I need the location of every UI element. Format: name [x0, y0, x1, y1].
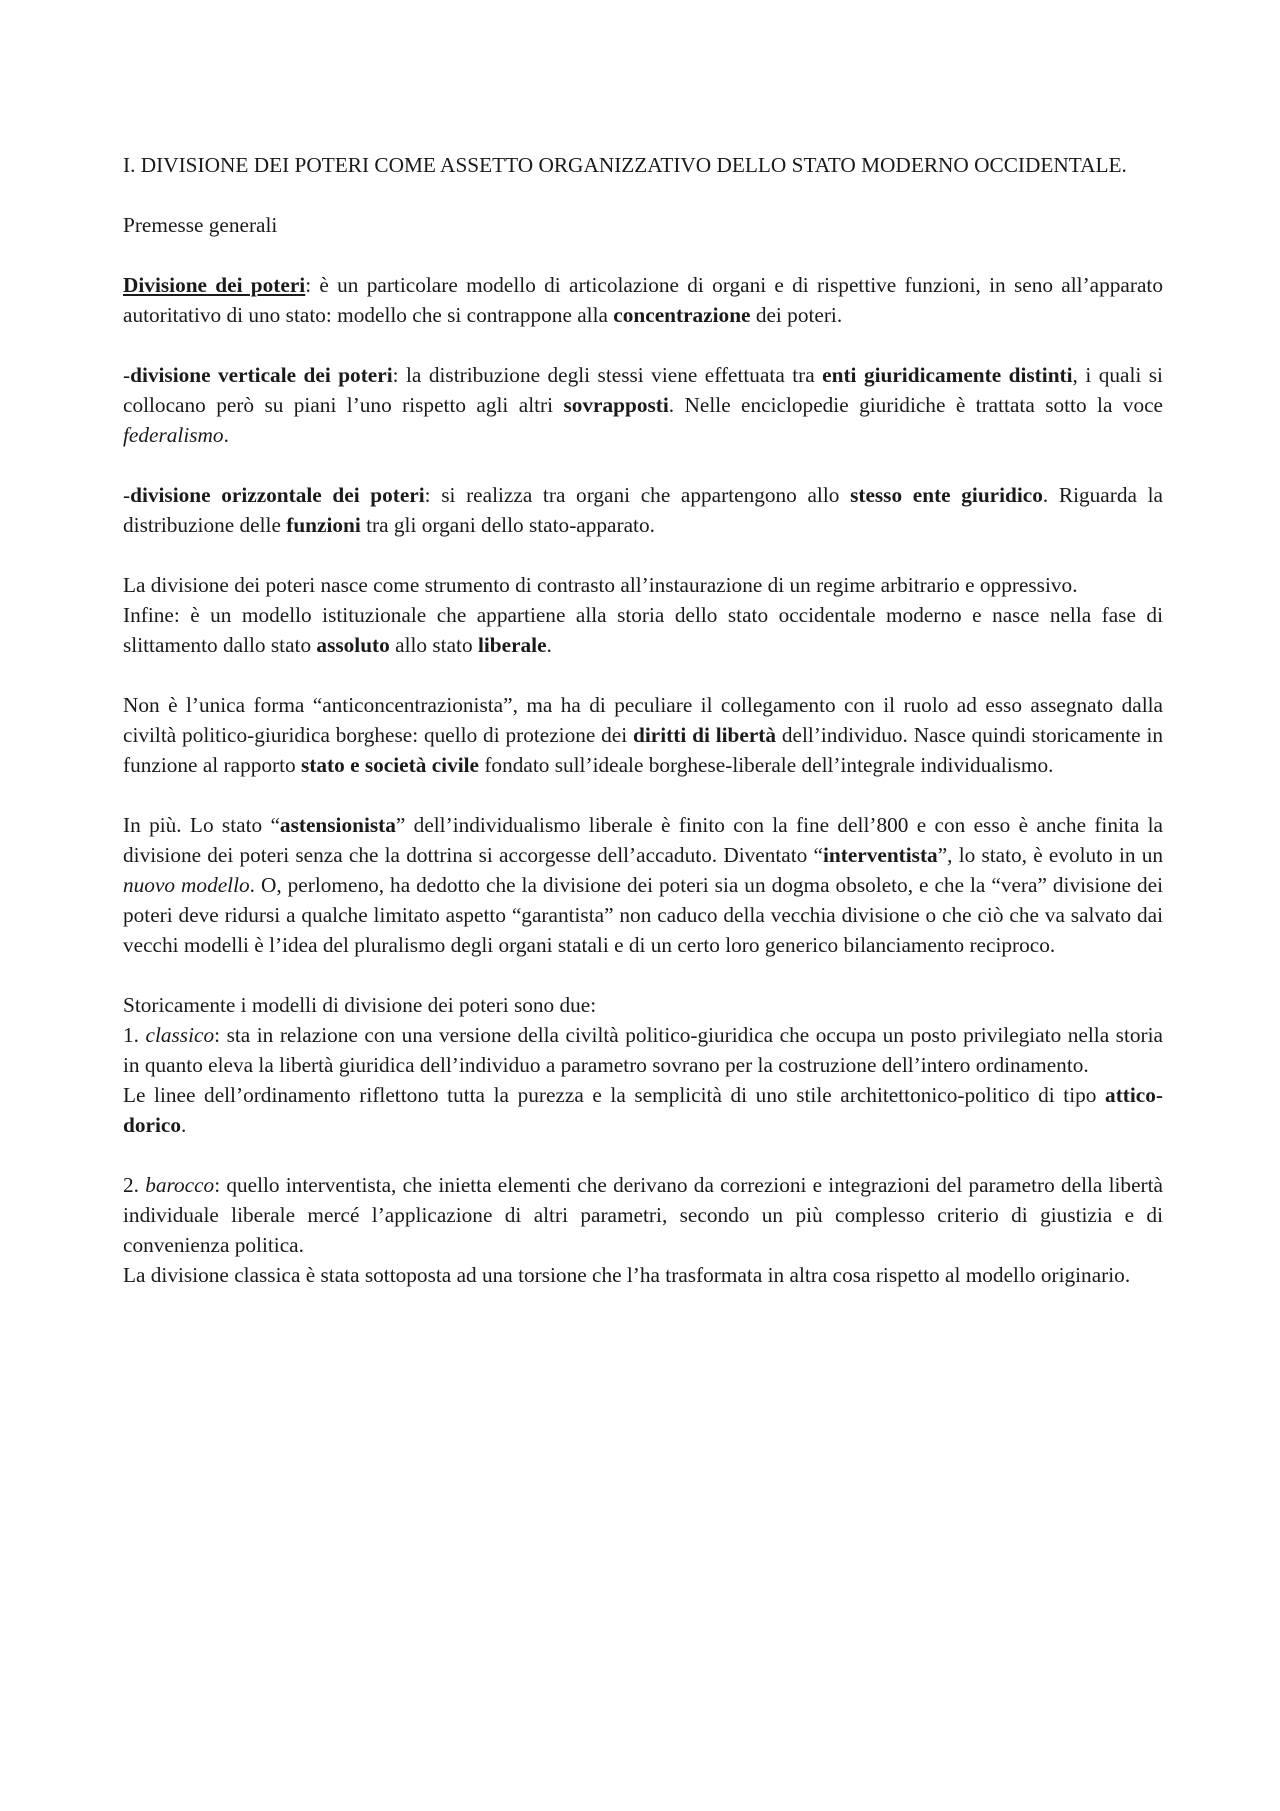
paragraph-astensionista: In più. Lo stato “astensionista” dell’individualismo liberale è finito con la fine dell’800 e con esso è anche finita la divisione dei poteri senza che la dottrina si accorgesse dell’accaduto. Diventato “interventista”, lo stato, è evoluto in un nuovo modello. O, perlomeno, ha dedotto che la divisione dei poteri sia un dogma obsoleto, e che la “vera” divisione dei poteri deve ridursi a qualche limitato aspetto “garantista” non caduco della vecchia divisione o che ciò che va salvato dai vecchi modelli è l’idea del pluralismo degli organi statali e di un certo loro generico bilanciamento reciproco.: [123, 813, 1164, 957]
document-page: [123, 150, 1163, 1320]
paragraph-origin: La divisione dei poteri nasce come strumento di contrasto all’instaurazione di un regime arbitrario e oppressivo.: [123, 573, 1078, 597]
paragraph-attico-dorico: Le linee dell’ordinamento riflettono tutta la purezza e la semplicità di uno stile architettonico-politico di tipo attico-dorico.: [123, 1083, 1163, 1137]
document-title: I. DIVISIONE DEI POTERI COME ASSETTO ORGANIZZATIVO DELLO STATO MODERNO OCCIDENTALE.: [123, 153, 1127, 177]
section-subtitle: Premesse generali: [123, 213, 278, 237]
paragraph-conclusion: Infine: è un modello istituzionale che appartiene alla storia dello stato occidentale moderno e nasce nella fase di slittamento dallo stato assoluto allo stato liberale.: [123, 603, 1163, 657]
term-divisione-orizzontale: divisione orizzontale dei poteri: [130, 483, 425, 507]
list-item-classico: 1. classico: sta in relazione con una versione della civiltà politico-giuridica che occupa un posto privilegiato nella storia in quanto eleva la libertà giuridica dell’individuo a parametro sovrano per la costruzione dell’intero ordinamento.: [123, 1023, 1163, 1077]
paragraph-definition: Divisione dei poteri: è un particolare modello di articolazione di organi e di rispettive funzioni, in seno all’apparato autoritativo di uno stato: modello che si contrappone alla concentrazione dei poteri.: [123, 273, 1163, 327]
paragraph-models-intro: Storicamente i modelli di divisione dei poteri sono due:: [123, 993, 597, 1017]
term-divisione-dei-poteri: Divisione dei poteri: [123, 273, 306, 297]
paragraph-anticoncentrazionista: Non è l’unica forma “anticoncentrazionista”, ma ha di peculiare il collegamento con il ruolo ad esso assegnato dalla civiltà politico-giuridica borghese: quello di protezione dei diritti di libertà dell’individuo. Nasce quindi storicamente in funzione al rapporto stato e società civile fondato sull’ideale borghese-liberale dell’integrale individualismo.: [123, 693, 1164, 777]
paragraph-torsione: La divisione classica è stata sottoposta ad una torsione che l’ha trasformata in altra cosa rispetto al modello originario.: [123, 1263, 1131, 1287]
paragraph-vertical-division: -divisione verticale dei poteri: la distribuzione degli stessi viene effettuata tra enti giuridicamente distinti, i quali si collocano però su piani l’uno rispetto agli altri sovrapposti. Nelle enciclopedie giuridiche è trattata sotto la voce federalismo.: [123, 363, 1163, 447]
paragraph-horizontal-division: -divisione orizzontale dei poteri: si realizza tra organi che appartengono allo stesso ente giuridico. Riguarda la distribuzione delle funzioni tra gli organi dello stato-apparato.: [123, 483, 1163, 537]
term-divisione-verticale: divisione verticale dei poteri: [130, 363, 393, 387]
list-item-barocco: 2. barocco: quello interventista, che inietta elementi che derivano da correzioni e integrazioni del parametro della libertà individuale liberale mercé l’applicazione di altri parametri, secondo un più complesso criterio di giustizia e di convenienza politica.: [123, 1173, 1163, 1257]
